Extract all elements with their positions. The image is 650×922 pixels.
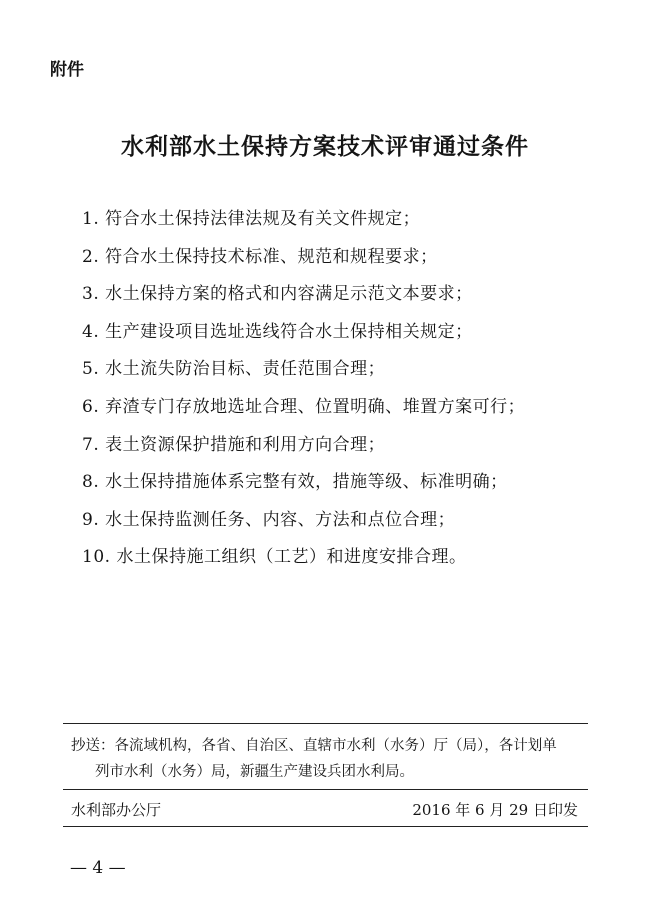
cc-block xyxy=(71,733,586,785)
issuing-office: 水利部办公厅 xyxy=(71,801,162,819)
list-item: 5. 水土流失防治目标、责任范围合理； xyxy=(82,359,386,380)
list-item: 4. 生产建设项目选址选线符合水土保持相关规定； xyxy=(82,321,473,342)
list-item: 2. 符合水土保持技术标准、规范和规程要求； xyxy=(82,246,438,267)
criteria-list xyxy=(82,204,602,580)
footer-rule-top xyxy=(63,723,588,724)
footer-rule-bottom xyxy=(63,826,588,827)
list-item: 10. 水土保持施工组织（工艺）和进度安排合理。 xyxy=(82,547,467,568)
document-title: 水利部水土保持方案技术评审通过条件 xyxy=(121,134,529,160)
page-number: — 4 — xyxy=(70,858,126,878)
cc-line-2: 列市水利（水务）局，新疆生产建设兵团水利局。 xyxy=(95,764,414,780)
print-date: 2016 年 6 月 29 日印发 xyxy=(412,801,578,819)
list-item: 9. 水土保持监测任务、内容、方法和点位合理； xyxy=(82,509,456,530)
attachment-label: 附件 xyxy=(50,60,84,80)
footer-rule-middle xyxy=(63,789,588,790)
list-item: 1. 符合水土保持法律法规及有关文件规定； xyxy=(82,209,421,229)
list-item: 6. 弃渣专门存放地选址合理、位置明确、堆置方案可行； xyxy=(82,396,526,417)
list-item: 8. 水土保持措施体系完整有效，措施等级、标准明确； xyxy=(82,472,508,493)
list-item: 7. 表土资源保护措施和利用方向合理； xyxy=(82,434,386,455)
cc-line-1: 抄送：各流域机构，各省、自治区、直辖市水利（水务）厅（局），各计划单 xyxy=(71,738,557,754)
list-item: 3. 水土保持方案的格式和内容满足示范文本要求； xyxy=(82,284,473,305)
